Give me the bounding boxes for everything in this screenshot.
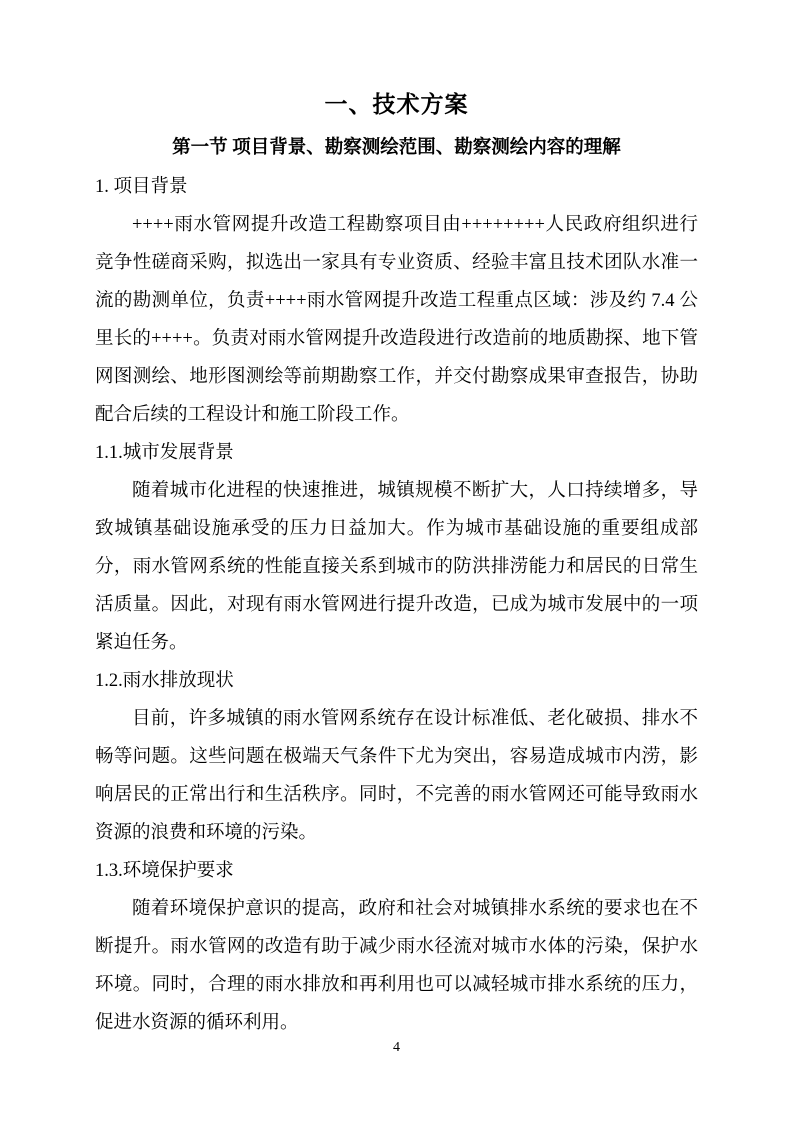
section-heading: 1. 项目背景 (95, 177, 188, 197)
document-title: 一、技术方案 (324, 92, 469, 117)
document-subtitle: 第一节 项目背景、勘察测绘范围、勘察测绘内容的理解 (172, 138, 621, 158)
section-environmental-protection (95, 852, 698, 1042)
page-number: 4 (393, 1040, 400, 1055)
section-heading: 1.3.环境保护要求 (95, 861, 234, 881)
paragraph: 随着城市化进程的快速推进，城镇规模不断扩大，人口持续增多，导致城镇基础设施承受的压力日益加大。作为城市基础设施的重要组成部分，雨水管网系统的性能直接关系到城市的防洪排涝能力和居民的日常生活质量。因此，对现有雨水管网进行提升改造，已成为城市发展中的一项紧迫任务。 (95, 481, 698, 653)
paragraph: 随着环境保护意识的提高，政府和社会对城镇排水系统的要求也在不断提升。雨水管网的改造有助于减少雨水径流对城市水体的污染，保护水环境。同时，合理的雨水排放和再利用也可以减轻城市排水系统的压力，促进水资源的循环利用。 (95, 899, 698, 1033)
section-heading: 1.1.城市发展背景 (95, 443, 234, 463)
paragraph: 目前，许多城镇的雨水管网系统存在设计标准低、老化破损、排水不畅等问题。这些问题在极端天气条件下尤为突出，容易造成城市内涝，影响居民的正常出行和生活秩序。同时，不完善的雨水管网还可能导致雨水资源的浪费和环境的污染。 (95, 709, 698, 843)
section-city-development (95, 434, 698, 662)
paragraph: ++++雨水管网提升改造工程勘察项目由++++++++人民政府组织进行竞争性磋商采购，拟选出一家具有专业资质、经验丰富且技术团队水准一流的勘测单位，负责++++雨水管网提升改造工程重点区域：涉及约 7.4 公里长的++++。负责对雨水管网提升改造段进行改造前的地质勘探、地下管网图测绘、地形图测绘等前期勘察工作，并交付勘察成果审查报告，协助配合后续的工程设计和施工阶段工作。 (95, 215, 698, 425)
section-heading: 1.2.雨水排放现状 (95, 671, 234, 691)
section-rainwater-discharge (95, 662, 698, 852)
section-project-background (95, 168, 698, 434)
